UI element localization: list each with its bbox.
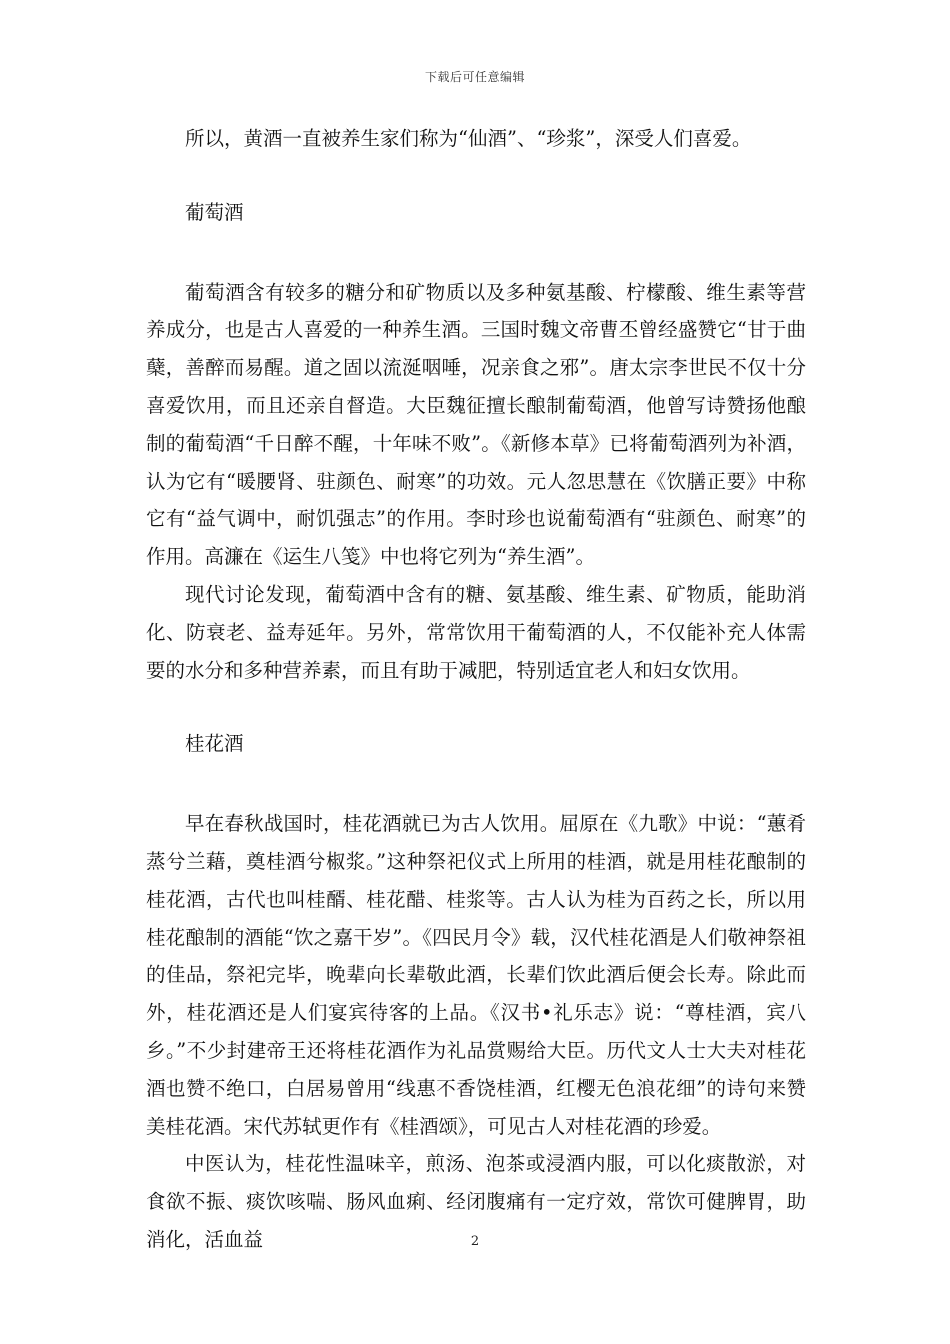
page-header: 下载后可任意编辑 — [424, 70, 525, 84]
paragraph-grape-wine-modern: 现代讨论发现，葡萄酒中含有的糖、氨基酸、维生素、矿物质，能助消化、防衰老、益寿延年。另外，常常饮用干葡萄酒的人，不仅能补充人体需要的水分和多种营养素，而且有助于减肥，特别适宜老人和妇女饮用。 — [146, 582, 806, 682]
paragraph-grape-wine-history: 葡萄酒含有较多的糖分和矿物质以及多种氨基酸、柠檬酸、维生素等营养成分，也是古人喜爱的一种养生酒。三国时魏文帝曹丕曾经盛赞它“甘于曲蘖，善醉而易醒。道之固以流涎咽唾，况亲食之邪”。唐太宗李世民不仅十分喜爱饮用，而且还亲自督造。大臣魏征擅长酿制葡萄酒，他曾写诗赞扬他酿制的葡萄酒“千日醉不醒，十年味不败”。《新修本草》已将葡萄酒列为补酒，认为它有“暖腰肾、驻颜色、耐寒”的功效。元人忽思慧在《饮膳正要》中称它有“益气调中，耐饥强志”的作用。李时珍也说葡萄酒有“驻颜色、耐寒”的作用。高濂在《运生八笺》中也将它列为“养生酒”。 — [146, 280, 806, 569]
page-number: 2 — [470, 1234, 480, 1249]
section-heading-osmanthus-wine: 桂花酒 — [185, 732, 244, 756]
paragraph-intro: 所以，黄酒一直被养生家们称为“仙酒”、“珍浆”，深受人们喜爱。 — [185, 127, 752, 150]
section-heading-grape-wine: 葡萄酒 — [185, 200, 244, 224]
paragraph-osmanthus-wine-history: 早在春秋战国时，桂花酒就已为古人饮用。屈原在《九歌》中说：“蕙肴蒸兮兰藉，奠桂酒兮椒浆。”这种祭祀仪式上所用的桂酒，就是用桂花酿制的桂花酒，古代也叫桂醑、桂花醋、桂浆等。古人认为桂为百药之长，所以用桂花酿制的酒能“饮之嘉干岁”。《四民月令》载，汉代桂花酒是人们敬神祭祖的佳品，祭祀完毕，晚辈向长辈敬此酒，长辈们饮此酒后便会长寿。除此而外，桂花酒还是人们宴宾待客的上品。《汉书•礼乐志》说：“尊桂酒，宾八乡。”不少封建帝王还将桂花酒作为礼品赏赐给大臣。历代文人士大夫对桂花酒也赞不绝口，白居易曾用“线惠不香饶桂酒，红樱无色浪花细”的诗句来赞美桂花酒。宋代苏轼更作有《桂酒颂》，可见古人对桂花酒的珍爱。 — [146, 812, 806, 1138]
paragraph-osmanthus-wine-medicine: 中医认为，桂花性温味辛，煎汤、泡茶或浸酒内服，可以化痰散淤，对食欲不振、痰饮咳喘、肠风血痢、经闭腹痛有一定疗效，常饮可健脾胃，助消化，活血益 — [146, 1152, 806, 1251]
page-content — [146, 120, 806, 1259]
